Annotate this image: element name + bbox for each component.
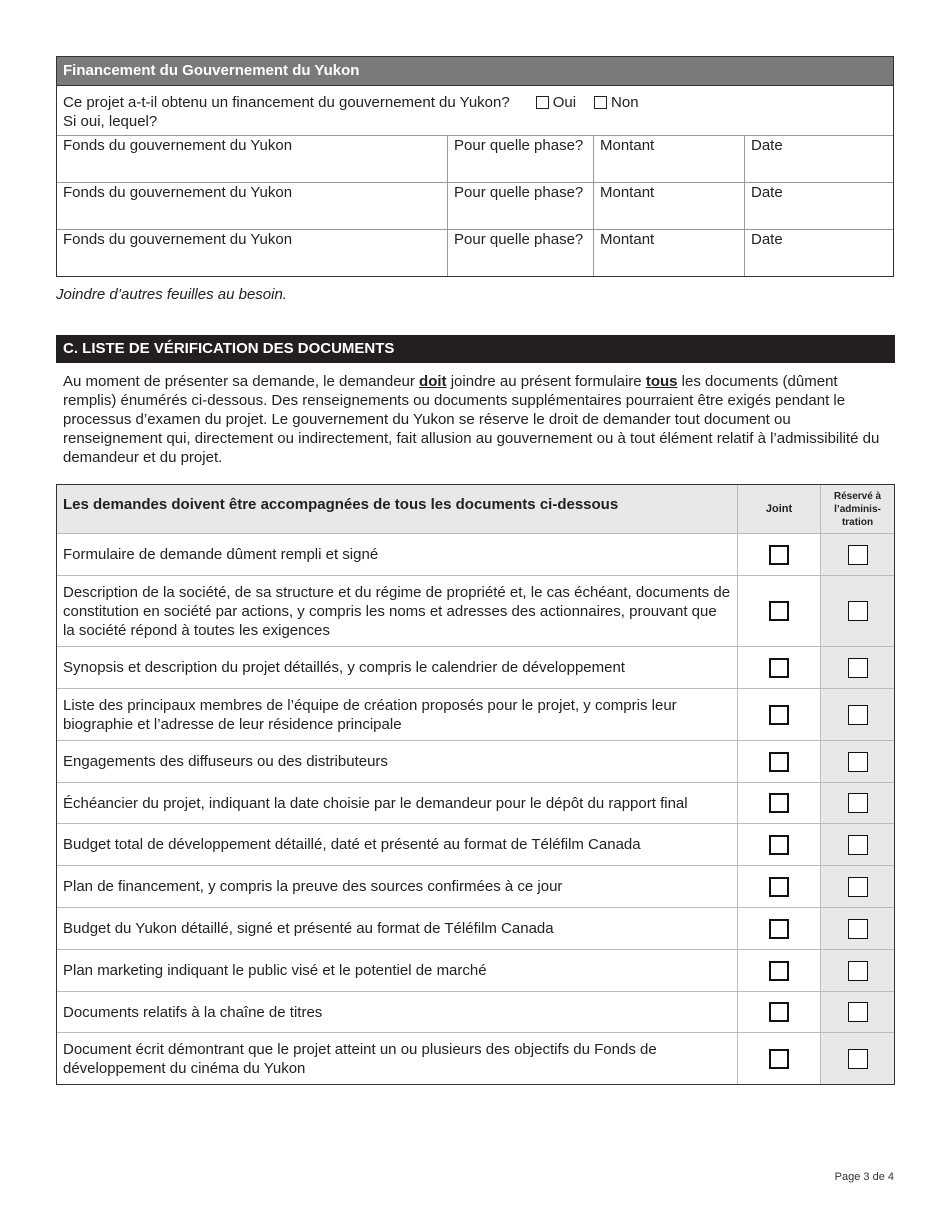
date-field[interactable]: Date	[751, 137, 783, 154]
checklist-row	[57, 1032, 894, 1084]
amount-field[interactable]: Montant	[594, 183, 745, 229]
joint-checkbox[interactable]	[769, 601, 789, 621]
checklist-item-label: Formulaire de demande dûment rempli et signé	[57, 534, 738, 575]
checklist-item-label: Engagements des diffuseurs ou des distributeurs	[57, 741, 738, 782]
checklist-row	[57, 907, 894, 949]
fund-name-field[interactable]: Fonds du gouvernement du Yukon	[57, 183, 448, 229]
checklist-item-label: Documents relatifs à la chaîne de titres	[57, 992, 738, 1032]
option-oui-label: Oui	[552, 94, 577, 111]
checklist-row	[57, 949, 894, 991]
intro-text: les documents (dûment remplis) énumérés ci-dessous. Des renseignements ou documents supplémentaires pourraient être exigés pendant le processus d’examen du projet. Le gouvernement du Yukon se réserve le droit de demander tout document ou renseignement qui, directement ou indirectement, fait allusion au gouvernement ou à tout élément relatif à l’admissibilité du demandeur et du projet.	[63, 373, 880, 466]
joint-checkbox[interactable]	[769, 705, 789, 725]
col-joint-header: Joint	[738, 485, 821, 533]
checklist-row	[57, 865, 894, 907]
admin-checkbox[interactable]	[848, 919, 868, 939]
admin-checkbox[interactable]	[848, 793, 868, 813]
checklist-row	[57, 740, 894, 782]
admin-checkbox[interactable]	[848, 961, 868, 981]
phase-field[interactable]: Pour quelle phase?	[448, 183, 594, 229]
funding-row	[57, 229, 893, 276]
checklist-row	[57, 782, 894, 823]
amount-field[interactable]: Montant	[594, 136, 745, 182]
fund-name-field[interactable]: Fonds du gouvernement du Yukon	[57, 230, 448, 276]
document-checklist-table	[56, 484, 895, 1085]
col-admin-header: Réservé à l’adminis-tration	[821, 485, 894, 533]
section-c-intro	[63, 372, 883, 467]
checklist-item-label: Liste des principaux membres de l’équipe de création proposés pour le projet, y compris leur biographie et l’adresse de leur résidence principale	[57, 689, 738, 740]
funding-header: Financement du Gouvernement du Yukon	[57, 57, 893, 85]
fund-name-field[interactable]: Fonds du gouvernement du Yukon	[57, 136, 448, 182]
joint-checkbox[interactable]	[769, 1049, 789, 1069]
admin-checkbox[interactable]	[848, 1049, 868, 1069]
checklist-row	[57, 823, 894, 865]
phase-field[interactable]: Pour quelle phase?	[448, 230, 594, 276]
option-non-label: Non	[611, 94, 639, 111]
checkbox-oui[interactable]	[536, 96, 549, 109]
option-oui[interactable]	[536, 93, 576, 112]
checklist-item-label: Plan marketing indiquant le public visé et le potentiel de marché	[57, 950, 738, 991]
funding-row	[57, 135, 893, 182]
intro-text: Au moment de présenter sa demande, le demandeur	[63, 373, 420, 390]
joint-checkbox[interactable]	[769, 793, 789, 813]
funding-question: Ce projet a-t-il obtenu un financement du gouvernement du Yukon?	[63, 94, 510, 111]
admin-checkbox[interactable]	[848, 1002, 868, 1022]
option-non[interactable]	[594, 93, 639, 112]
funding-question-row	[57, 85, 893, 135]
intro-text: joindre au présent formulaire	[446, 373, 646, 390]
phase-field[interactable]: Pour quelle phase?	[448, 136, 594, 182]
joint-checkbox[interactable]	[769, 545, 789, 565]
checkbox-non[interactable]	[594, 96, 607, 109]
checklist-item-label: Plan de financement, y compris la preuve des sources confirmées à ce jour	[57, 866, 738, 907]
checklist-header: Les demandes doivent être accompagnées de tous les documents ci-dessous	[57, 485, 738, 533]
joint-checkbox[interactable]	[769, 919, 789, 939]
funding-followup: Si oui, lequel?	[63, 113, 158, 130]
checklist-row	[57, 646, 894, 688]
joint-checkbox[interactable]	[769, 658, 789, 678]
admin-checkbox[interactable]	[848, 752, 868, 772]
admin-checkbox[interactable]	[848, 545, 868, 565]
yukon-funding-table	[56, 56, 894, 277]
checklist-row	[57, 533, 894, 575]
admin-checkbox[interactable]	[848, 877, 868, 897]
joint-checkbox[interactable]	[769, 1002, 789, 1022]
joint-checkbox[interactable]	[769, 752, 789, 772]
amount-field[interactable]: Montant	[594, 230, 745, 276]
checklist-item-label: Description de la société, de sa structure et du régime de propriété et, le cas échéant, documents de constitution en société par actions, y compris les noms et adresses des actionnaires, prouvant que la société répond à toutes les exigences	[57, 576, 738, 646]
checklist-header-row	[57, 485, 894, 533]
checklist-item-label: Budget total de développement détaillé, daté et présenté au format de Téléfilm Canada	[57, 824, 738, 865]
attach-note: Joindre d’autres feuilles au besoin.	[56, 286, 287, 303]
joint-checkbox[interactable]	[769, 961, 789, 981]
admin-checkbox[interactable]	[848, 705, 868, 725]
checklist-item-label: Document écrit démontrant que le projet atteint un ou plusieurs des objectifs du Fonds de développement du cinéma du Yukon	[57, 1033, 738, 1084]
admin-checkbox[interactable]	[848, 658, 868, 678]
checklist-item-label: Échéancier du projet, indiquant la date choisie par le demandeur pour le dépôt du rapport final	[57, 783, 738, 823]
funding-row	[57, 182, 893, 229]
form-page	[56, 56, 895, 1077]
intro-emphasis-doit: doit	[419, 373, 447, 390]
admin-checkbox[interactable]	[848, 601, 868, 621]
section-c-title: C. LISTE DE VÉRIFICATION DES DOCUMENTS	[56, 335, 895, 363]
joint-checkbox[interactable]	[769, 877, 789, 897]
checklist-row	[57, 688, 894, 740]
intro-emphasis-tous: tous	[645, 373, 678, 390]
date-field[interactable]: Date	[751, 184, 783, 201]
admin-checkbox[interactable]	[848, 835, 868, 855]
checklist-row	[57, 575, 894, 646]
date-field[interactable]: Date	[751, 231, 783, 248]
checklist-item-label: Budget du Yukon détaillé, signé et présenté au format de Téléfilm Canada	[57, 908, 738, 949]
joint-checkbox[interactable]	[769, 835, 789, 855]
checklist-row	[57, 991, 894, 1032]
checklist-item-label: Synopsis et description du projet détaillés, y compris le calendrier de développement	[57, 647, 738, 688]
page-number: Page 3 de 4	[834, 1171, 894, 1183]
